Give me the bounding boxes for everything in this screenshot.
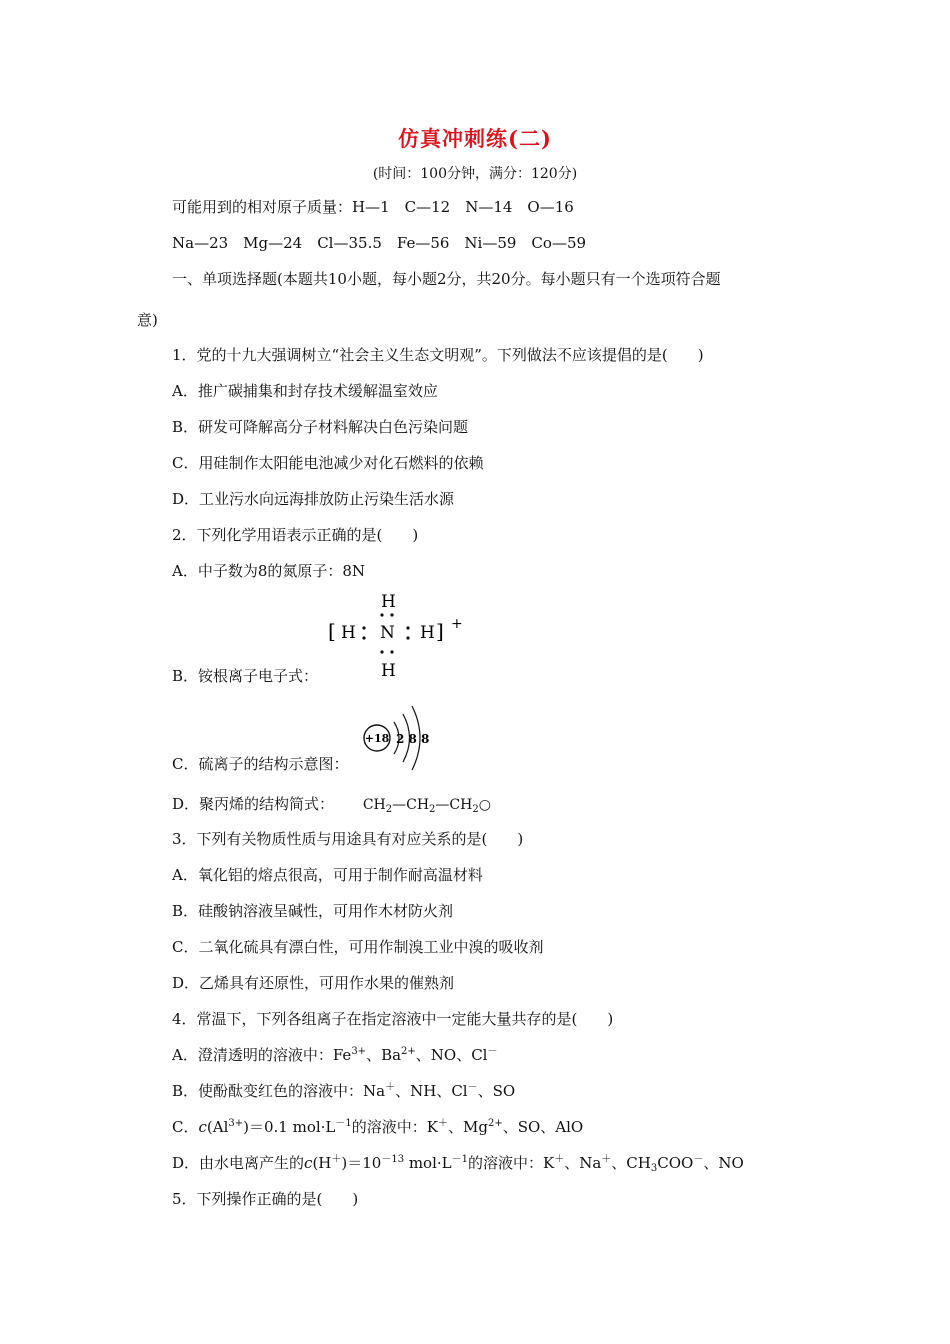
- question-1-option-c: C．用硅制作太阳能电池减少对化石燃料的依赖: [172, 454, 484, 472]
- question-2-option-d: [172, 794, 491, 815]
- section-header-continued: 意): [137, 311, 158, 329]
- ion-list-b: Na＋、NH、Cl－、SO: [363, 1082, 516, 1100]
- question-4-option-c: C．$c(Al^{3+})=0.1$ $mol\cdot L^{-1}$的溶液中：K＋、$Mg^{2+}$、SO、AlO: [172, 1118, 584, 1136]
- sulfide-ion-diagram: [358, 700, 438, 775]
- option-d-label: D．聚丙烯的结构简式：: [172, 795, 335, 813]
- question-3-stem: 3．下列有关物质性质与用途具有对应关系的是( ): [172, 830, 524, 848]
- ammonium-charge: +: [451, 616, 463, 632]
- ion-list-c: $c(Al^{3+})=0.1$ $mol\cdot L^{-1}$的溶液中：K＋、$Mg^{2+}$、SO、AlO: [198, 1118, 584, 1136]
- question-2-option-b: B．铵根离子电子式：: [172, 667, 319, 685]
- question-3-option-a: A．氧化铝的熔点很高，可用于制作耐高温材料: [172, 866, 483, 884]
- polypropylene-formula: $CH_2—CH_2—CH_2○$: [362, 797, 491, 815]
- question-3-option-d: D．乙烯具有还原性，可用作水果的催熟剂: [172, 974, 455, 992]
- exam-info: (时间：100分钟，满分：120分): [372, 166, 578, 182]
- question-3-option-c: C．二氧化硫具有漂白性，可用作制溴工业中溴的吸收剂: [172, 938, 544, 956]
- ammonium-h-top: H: [381, 592, 396, 612]
- bracket-left: [: [328, 619, 336, 643]
- electron-shells: 2 8 8: [396, 732, 430, 746]
- question-1-option-b: B．研发可降解高分子材料解决白色污染问题: [172, 418, 469, 436]
- ammonium-h-bottom: H: [381, 661, 396, 681]
- question-4-option-a: A．澄清透明的溶液中：$Fe^{3+}$、$Ba^{2+}$、NO、Cl－: [172, 1046, 498, 1064]
- question-4-stem: 4．常温下，下列各组离子在指定溶液中一定能大量共存的是( ): [172, 1010, 614, 1028]
- ammonium-n: N: [380, 623, 395, 643]
- question-4-option-b: B．使酚酞变红色的溶液中：Na＋、NH、Cl－、SO: [172, 1082, 516, 1100]
- question-5-stem: 5．下列操作正确的是( ): [172, 1190, 359, 1208]
- question-3-option-b: B．硅酸钠溶液呈碱性，可用作木材防火剂: [172, 902, 454, 920]
- bracket-right: ]: [436, 619, 444, 643]
- question-2-option-a: A．中子数为8的氮原子：8N: [172, 562, 366, 580]
- ion-list-d: $c(H^+)=10^{-13}$ $mol\cdot L^{-1}$的溶液中：K＋、Na＋、$CH_3COO^-$、NO: [304, 1154, 744, 1174]
- section-header: 一、单项选择题(本题共10小题，每小题2分，共20分。每小题只有一个选项符合题: [172, 270, 721, 288]
- question-4-option-d: D．由水电离产生的$c(H^+)=10^{-13}$ $mol\cdot L^{-1}$的溶液中：K＋、Na＋、$CH_3COO^-$、NO: [172, 1154, 744, 1174]
- atomic-mass-line-1: 可能用到的相对原子质量：H—1 C—12 N—14 O—16: [172, 198, 574, 216]
- ammonium-electron-formula: [318, 588, 478, 688]
- question-1-stem: 1．党的十九大强调树立“社会主义生态文明观”。下列做法不应该提倡的是( ): [172, 346, 704, 364]
- question-1-option-d: D．工业污水向远海排放防止污染生活水源: [172, 490, 455, 508]
- atomic-mass-line-2: Na—23 Mg—24 Cl—35.5 Fe—56 Ni—59 Co—59: [172, 234, 587, 252]
- ammonium-h-left: H: [341, 623, 356, 643]
- question-2-option-c: C．硫离子的结构示意图：: [172, 755, 349, 773]
- ion-list-a: $Fe^{3+}$、$Ba^{2+}$、NO、Cl－: [332, 1046, 498, 1064]
- question-1-option-a: A．推广碳捕集和封存技术缓解温室效应: [172, 382, 438, 400]
- ammonium-h-right: H: [420, 623, 435, 643]
- page-title: 仿真冲刺练(二): [398, 126, 552, 151]
- question-2-stem: 2．下列化学用语表示正确的是( ): [172, 526, 419, 544]
- nucleus-charge: +18: [364, 732, 390, 745]
